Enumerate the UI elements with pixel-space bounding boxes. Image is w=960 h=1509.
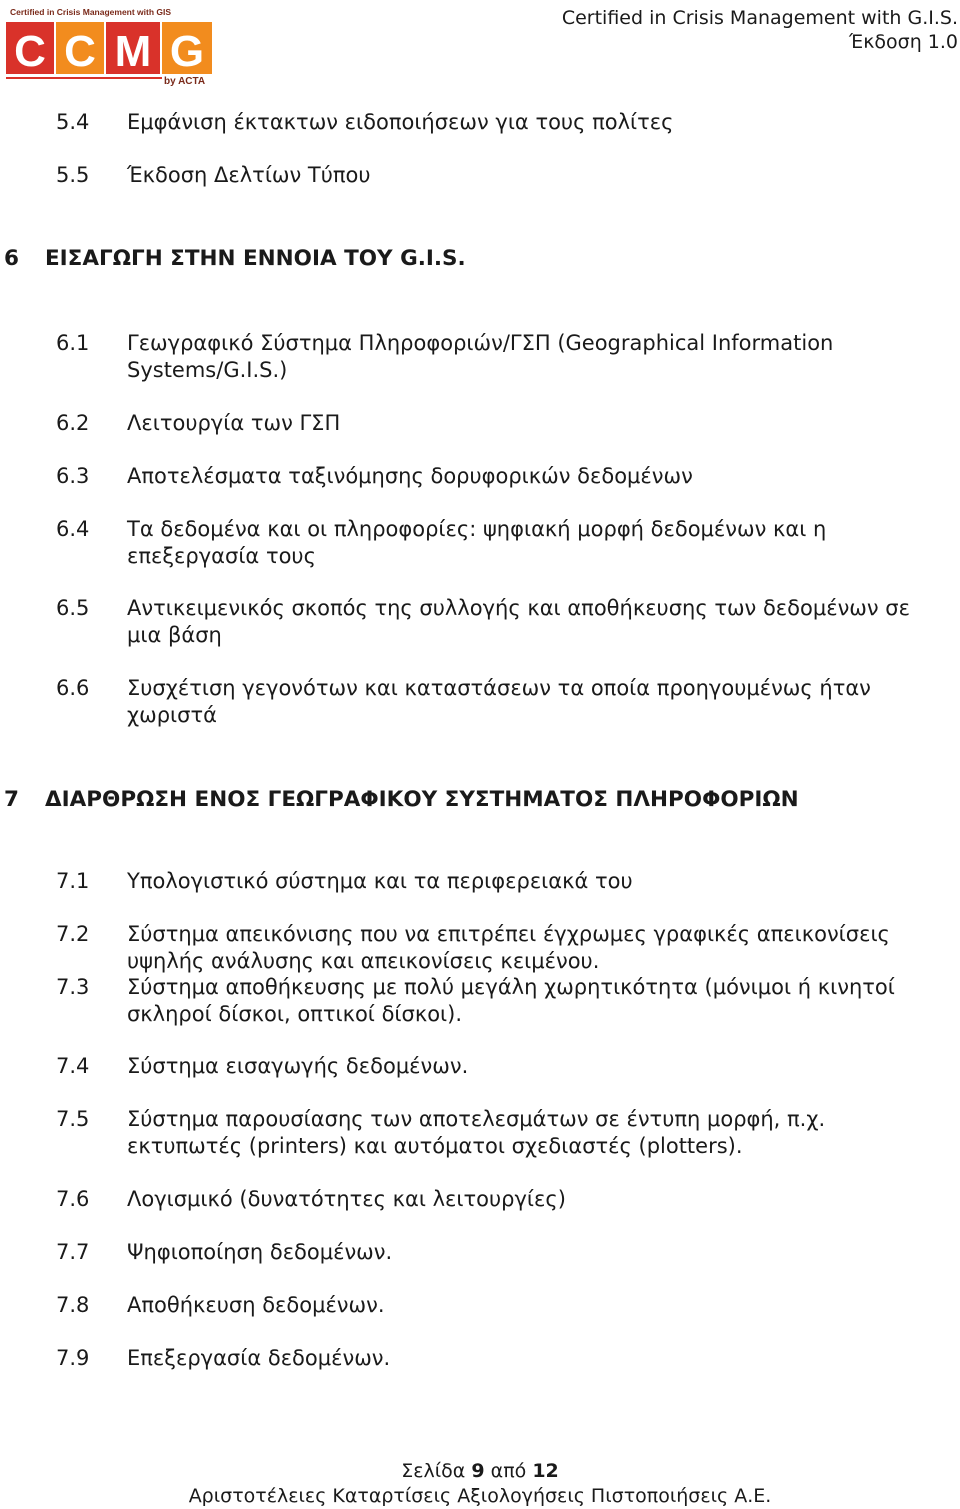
toc-item-text: Έκδοση Δελτίων Τύπου: [127, 163, 371, 187]
toc-item-text: Αποτελέσματα ταξινόμησης δορυφορικών δεδομένων: [127, 464, 693, 488]
toc-item-7-5: [56, 1106, 936, 1160]
toc-item-text: Λειτουργία των ΓΣΠ: [127, 411, 341, 435]
toc-item-number: 6.5: [56, 596, 90, 620]
toc-item-6-6: [56, 675, 936, 729]
toc-item-text: Σύστημα απεικόνισης που να επιτρέπει έγχρωμες γραφικές απεικονίσεις υψηλής ανάλυσης και απεικονίσεις κειμένου.: [127, 922, 890, 973]
footer-company: Αριστοτέλειες Καταρτίσεις Αξιολογήσεις Πιστοποιήσεις Α.Ε.: [188, 1485, 772, 1507]
toc-item-number: 7.1: [56, 869, 90, 893]
document-title: Certified in Crisis Management with G.I.S.: [561, 7, 958, 29]
logo-letter-2: C: [64, 27, 96, 76]
toc-item-7-2: [56, 921, 936, 975]
section-number: 6: [4, 246, 19, 271]
toc-item-7-6: [56, 1186, 936, 1213]
toc-item-number: 7.9: [56, 1346, 90, 1370]
document-header: [562, 6, 958, 54]
toc-item-text: Σύστημα αποθήκευσης με πολύ μεγάλη χωρητικότητα (μόνιμοι ή κινητοί σκληροί δίσκοι, οπτικοί δίσκοι).: [127, 975, 895, 1026]
page-of: από: [490, 1460, 527, 1482]
toc-item-text: Λογισμικό (δυνατότητες και λειτουργίες): [127, 1187, 566, 1211]
toc-item-text: Τα δεδομένα και οι πληροφορίες: ψηφιακή μορφή δεδομένων και η επεξεργασία τους: [127, 517, 827, 568]
toc-section-6-heading: [4, 245, 944, 273]
logo-letter-3: M: [114, 27, 152, 76]
toc-item-6-1: [56, 330, 936, 384]
toc-item-number: 6.6: [56, 676, 90, 700]
toc-item-text: Αντικειμενικός σκοπός της συλλογής και αποθήκευσης των δεδομένων σε μια βάση: [127, 596, 910, 647]
toc-item-5-5: [56, 162, 936, 189]
toc-item-number: 6.4: [56, 517, 90, 541]
toc-item-7-9: [56, 1345, 936, 1372]
toc-item-6-4: [56, 516, 936, 570]
toc-item-number: 7.2: [56, 922, 90, 946]
toc-item-text: Υπολογιστικό σύστημα και τα περιφερειακά του: [127, 869, 633, 893]
toc-item-6-2: [56, 410, 936, 437]
toc-item-6-3: [56, 463, 936, 490]
page-number: [0, 1459, 960, 1484]
toc-item-7-1: [56, 868, 936, 895]
toc-item-number: 5.4: [56, 110, 90, 134]
toc-item-number: 7.8: [56, 1293, 90, 1317]
document-edition: Έκδοση 1.0: [849, 31, 958, 53]
toc-item-number: 7.3: [56, 975, 90, 999]
toc-item-7-7: [56, 1239, 936, 1266]
toc-item-text: Γεωγραφικό Σύστημα Πληροφοριών/ΓΣΠ (Geographical Information Systems/G.I.S.): [127, 331, 834, 382]
toc-item-text: Επεξεργασία δεδομένων.: [127, 1346, 391, 1370]
toc-item-number: 7.6: [56, 1187, 90, 1211]
toc-item-number: 7.5: [56, 1107, 90, 1131]
toc-item-text: Συσχέτιση γεγονότων και καταστάσεων τα οποία προηγουμένως ήταν χωριστά: [127, 676, 871, 727]
logo-letter-4: G: [169, 27, 205, 76]
page-total: 12: [532, 1460, 559, 1482]
toc-section-7-heading: [4, 786, 944, 814]
toc-item-text: Εμφάνιση έκτακτων ειδοποιήσεων για τους πολίτες: [127, 110, 674, 134]
toc-item-6-5: [56, 595, 936, 649]
toc-item-number: 7.7: [56, 1240, 90, 1264]
ccmg-logo: [6, 6, 212, 86]
toc-item-number: 6.3: [56, 464, 90, 488]
toc-item-number: 7.4: [56, 1054, 90, 1078]
logo-letter-1: C: [14, 27, 46, 76]
toc-item-number: 6.1: [56, 331, 90, 355]
toc-item-7-8: [56, 1292, 936, 1319]
toc-item-7-4: [56, 1053, 936, 1080]
toc-item-number: 6.2: [56, 411, 90, 435]
section-title: ΔΙΑΡΘΡΩΣΗ ΕΝΟΣ ΓΕΩΓΡΑΦΙΚΟΥ ΣΥΣΤΗΜΑΤΟΣ ΠΛΗΡΟΦΟΡΙΩΝ: [45, 787, 799, 812]
logo-top-text: Certified in Crisis Management with GIS: [10, 7, 172, 17]
toc-item-7-3: [56, 974, 936, 1028]
section-title: ΕΙΣΑΓΩΓΗ ΣΤΗΝ ΕΝΝΟΙΑ ΤΟΥ G.I.S.: [45, 246, 466, 271]
page-current: 9: [471, 1460, 485, 1482]
toc-item-number: 5.5: [56, 163, 90, 187]
logo-byline: by ACTA: [164, 76, 206, 86]
page-label: Σελίδα: [401, 1460, 466, 1482]
toc-item-text: Σύστημα παρουσίασης των αποτελεσμάτων σε έντυπη μορφή, π.χ. εκτυπωτές (printers) και αυτόματοι σχεδιαστές (plotters).: [127, 1107, 826, 1158]
section-number: 7: [4, 787, 19, 812]
toc-item-5-4: [56, 109, 936, 136]
toc-item-text: Αποθήκευση δεδομένων.: [127, 1293, 385, 1317]
toc-item-text: Σύστημα εισαγωγής δεδομένων.: [127, 1054, 469, 1078]
toc-item-text: Ψηφιοποίηση δεδομένων.: [127, 1240, 393, 1264]
